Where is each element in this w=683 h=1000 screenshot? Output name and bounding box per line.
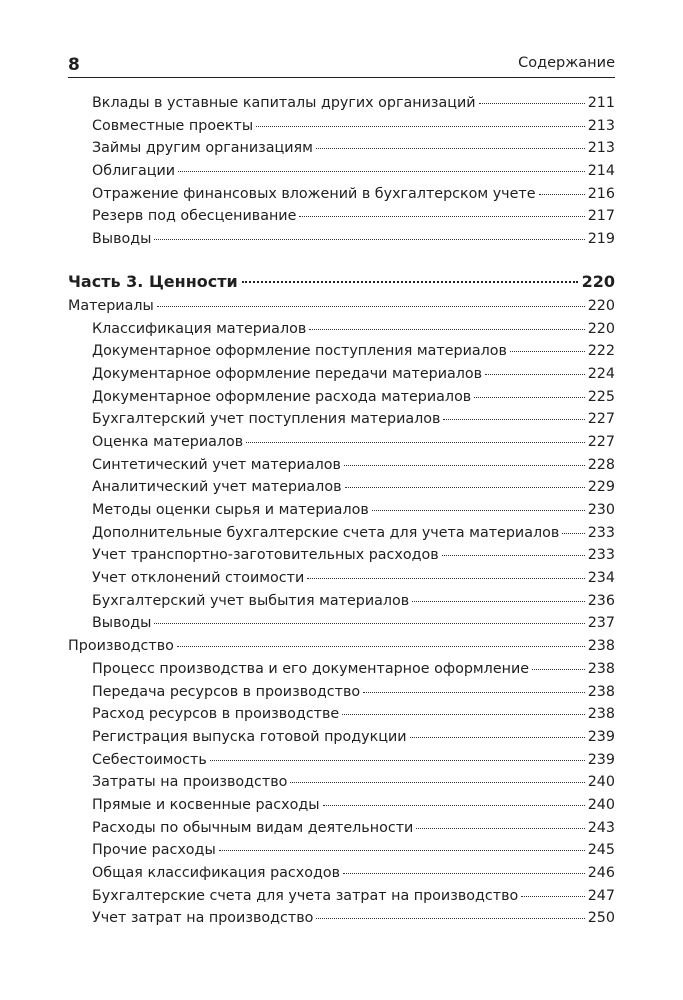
toc-entry-title: Учет отклонений стоимости [92, 570, 305, 587]
dot-leader [242, 281, 578, 283]
toc-entry-title: Документарное оформление расхода материалов [92, 388, 472, 405]
toc-entry[interactable] [68, 386, 615, 409]
toc-entry-page: 245 [587, 842, 615, 859]
toc-entry[interactable] [68, 907, 615, 930]
toc-chapter-title: Материалы [68, 297, 154, 314]
toc-entry[interactable] [68, 544, 615, 567]
toc-entry[interactable] [68, 228, 615, 251]
toc-entry[interactable] [68, 115, 615, 138]
toc-entry[interactable] [68, 205, 615, 228]
toc-entry-title: Расход ресурсов в производстве [92, 706, 340, 723]
dot-leader [521, 896, 584, 897]
toc-entry-page: 240 [587, 774, 615, 791]
toc-entry[interactable] [68, 183, 615, 206]
toc-entry-title: Процесс производства и его документарное оформление [92, 660, 530, 677]
dot-leader [323, 805, 585, 806]
toc-entry-page: 230 [587, 502, 615, 518]
toc-entry[interactable] [68, 160, 615, 183]
toc-entry[interactable] [68, 817, 615, 840]
toc-entry-title: Выводы [92, 615, 152, 632]
toc-entry-page: 237 [587, 615, 615, 632]
toc-entry-page: 219 [587, 231, 615, 248]
toc-entry-title: Аналитический учет материалов [92, 479, 342, 496]
toc-entry-title: Бухгалтерский учет выбытия материалов [92, 592, 410, 609]
toc-entry[interactable] [68, 522, 615, 545]
toc-entry[interactable] [68, 590, 615, 613]
toc-entry[interactable] [68, 431, 615, 454]
dot-leader [177, 646, 585, 647]
page-number: 8 [68, 55, 80, 75]
toc-entry-title: Передача ресурсов в производство [92, 683, 361, 700]
toc-entry[interactable] [68, 862, 615, 885]
toc-entry-page: 213 [587, 140, 615, 157]
toc-entry-title: Резерв под обесценивание [92, 208, 297, 225]
dot-leader [342, 714, 584, 715]
toc-entry-page: 217 [587, 208, 615, 225]
toc-entry[interactable] [68, 658, 615, 681]
header-rule [68, 77, 615, 78]
toc-entry-title: Регистрация выпуска готовой продукции [92, 728, 407, 745]
dot-leader [510, 351, 585, 352]
table-of-contents [68, 92, 615, 930]
toc-part-heading[interactable] [68, 269, 615, 295]
toc-entry[interactable] [68, 318, 615, 341]
dot-leader [154, 623, 584, 624]
dot-leader [442, 555, 585, 556]
toc-entry-page: 247 [587, 887, 615, 904]
toc-entry-page: 225 [587, 388, 615, 405]
page-header [68, 53, 615, 79]
toc-entry-page: 250 [587, 910, 615, 927]
toc-entry-page: 216 [587, 185, 615, 202]
toc-entry-page: 238 [587, 683, 615, 700]
dot-leader [256, 126, 585, 127]
toc-entry[interactable] [68, 408, 615, 431]
toc-entry[interactable] [68, 499, 615, 522]
dot-leader [412, 601, 584, 602]
toc-entry[interactable] [68, 454, 615, 477]
toc-entry[interactable] [68, 92, 615, 115]
dot-leader [532, 669, 585, 670]
toc-entry-title: Общая классификация расходов [92, 865, 341, 881]
toc-entry-page: 238 [587, 706, 615, 723]
toc-entry-title: Классификация материалов [92, 320, 307, 337]
toc-chapter-title: Производство [68, 638, 174, 655]
toc-entry-title: Совместные проекты [92, 117, 254, 134]
toc-entry[interactable] [68, 749, 615, 772]
dot-leader [443, 419, 584, 420]
toc-entry-title: Бухгалтерский учет поступления материалов [92, 411, 441, 428]
dot-leader [474, 397, 584, 398]
toc-entry-title: Затраты на производство [92, 774, 288, 791]
toc-entry[interactable] [68, 726, 615, 749]
dot-leader [485, 374, 585, 375]
dot-leader [410, 737, 585, 738]
toc-entry-title: Отражение финансовых вложений в бухгалтерском учете [92, 185, 536, 202]
toc-entry-title: Учет затрат на производство [92, 910, 314, 927]
toc-entry[interactable] [68, 567, 615, 590]
dot-leader [562, 533, 584, 534]
toc-entry-title: Методы оценки сырья и материалов [92, 502, 369, 518]
toc-chapter-production[interactable] [68, 635, 615, 658]
dot-leader [539, 194, 585, 195]
dot-leader [210, 760, 585, 761]
dot-leader [345, 487, 585, 488]
toc-part-page: 220 [581, 271, 615, 291]
toc-group-investments [68, 92, 615, 251]
toc-entry-page: 233 [587, 547, 615, 564]
dot-leader [479, 103, 585, 104]
toc-entry-title: Оценка материалов [92, 433, 244, 450]
dot-leader [246, 442, 585, 443]
toc-entry-page: 238 [587, 660, 615, 677]
toc-entry[interactable] [68, 794, 615, 817]
toc-entry-page: 240 [587, 796, 615, 813]
toc-entry[interactable] [68, 340, 615, 363]
dot-leader [372, 510, 585, 511]
dot-leader [343, 873, 585, 874]
toc-entry[interactable] [68, 839, 615, 862]
dot-leader [299, 216, 584, 217]
toc-entry-page: 239 [587, 728, 615, 745]
toc-group-production [68, 658, 615, 930]
toc-entry-page: 243 [587, 819, 615, 836]
toc-entry-title: Вклады в уставные капиталы других организаций [92, 95, 476, 111]
toc-entry-page: 222 [587, 343, 615, 360]
toc-entry-title: Выводы [92, 231, 152, 248]
toc-entry-title: Синтетический учет материалов [92, 456, 341, 473]
toc-entry-page: 246 [587, 865, 615, 881]
toc-entry-page: 213 [587, 117, 615, 134]
toc-entry-title: Прочие расходы [92, 842, 216, 859]
dot-leader [307, 578, 584, 579]
toc-entry-page: 236 [587, 592, 615, 609]
toc-entry-page: 228 [587, 456, 615, 473]
toc-entry[interactable] [68, 612, 615, 635]
toc-entry-title: Займы другим организациям [92, 140, 313, 157]
dot-leader [219, 850, 585, 851]
dot-leader [154, 239, 584, 240]
dot-leader [290, 782, 584, 783]
toc-entry[interactable] [68, 885, 615, 908]
toc-entry-page: 220 [587, 320, 615, 337]
toc-entry-page: 227 [587, 411, 615, 428]
toc-entry-page: 224 [587, 365, 615, 382]
dot-leader [178, 171, 585, 172]
toc-entry-title: Себестоимость [92, 751, 207, 768]
toc-entry-page: 233 [587, 524, 615, 541]
dot-leader [157, 306, 585, 307]
dot-leader [416, 828, 584, 829]
dot-leader [344, 465, 585, 466]
toc-entry[interactable] [68, 476, 615, 499]
toc-chapter-materials[interactable] [68, 295, 615, 318]
toc-entry-page: 227 [587, 433, 615, 450]
toc-entry[interactable] [68, 137, 615, 160]
toc-entry-page: 211 [587, 95, 615, 111]
toc-entry[interactable] [68, 771, 615, 794]
running-title: Содержание [518, 55, 615, 71]
toc-entry-page: 229 [587, 479, 615, 496]
toc-entry[interactable] [68, 363, 615, 386]
toc-entry-title: Дополнительные бухгалтерские счета для учета материалов [92, 524, 560, 541]
toc-entry-page: 234 [587, 570, 615, 587]
toc-part-title: Часть 3. Ценности [68, 271, 238, 291]
toc-entry-title: Документарное оформление передачи материалов [92, 365, 483, 382]
toc-entry-title: Бухгалтерские счета для учета затрат на производство [92, 887, 519, 904]
dot-leader [309, 329, 584, 330]
toc-entry-title: Документарное оформление поступления материалов [92, 343, 507, 360]
dot-leader [363, 692, 585, 693]
dot-leader [316, 148, 585, 149]
toc-entry[interactable] [68, 703, 615, 726]
toc-entry-title: Расходы по обычным видам деятельности [92, 819, 414, 836]
toc-chapter-page: 238 [587, 638, 615, 655]
toc-chapter-page: 220 [587, 297, 615, 314]
toc-entry-title: Облигации [92, 163, 176, 180]
toc-entry-page: 239 [587, 751, 615, 768]
toc-entry-title: Учет транспортно-заготовительных расходов [92, 547, 439, 564]
toc-entry-title: Прямые и косвенные расходы [92, 796, 320, 813]
toc-entry-page: 214 [587, 163, 615, 180]
toc-group-materials [68, 318, 615, 636]
dot-leader [316, 918, 584, 919]
toc-entry[interactable] [68, 681, 615, 704]
